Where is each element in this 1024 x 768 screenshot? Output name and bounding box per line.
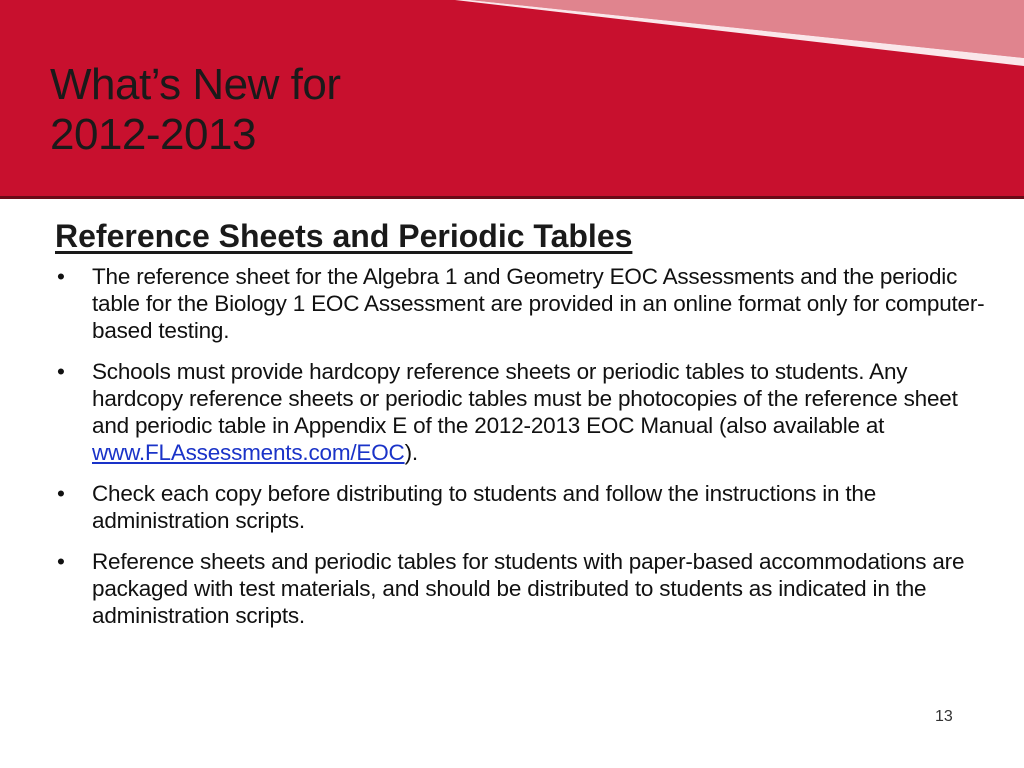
bullet-text: Reference sheets and periodic tables for students with paper-based accommodations are packaged with test materials, and should be distributed to students as indicated in the administration scripts.: [92, 549, 965, 628]
bullet-list: [55, 263, 995, 629]
slide-title-line-1: What’s New for: [50, 60, 341, 109]
bullet-icon: •: [57, 549, 65, 574]
slide-content: [55, 215, 995, 643]
bullet-item-2: [55, 358, 995, 466]
bullet-item-1: [55, 263, 995, 344]
fl-assessments-link[interactable]: www.FLAssessments.com/EOC: [92, 440, 405, 465]
bullet-item-4: [55, 548, 995, 629]
page-number: 13: [935, 708, 953, 725]
header-divider: [0, 196, 1024, 199]
bullet-text: Check each copy before distributing to students and follow the instructions in the administration scripts.: [92, 481, 877, 533]
bullet-icon: •: [57, 264, 65, 289]
bullet-text-tail: ).: [404, 440, 418, 465]
slide-title: [50, 60, 341, 160]
bullet-icon: •: [57, 481, 65, 506]
bullet-text: Schools must provide hardcopy reference sheets or periodic tables to students. Any hardcopy reference sheets or periodic tables must be photocopies of the reference sheet and periodic table in Appendix E of the 2012-2013 EOC Manual (also available at: [92, 359, 958, 438]
slide-title-line-2: 2012-2013: [50, 110, 256, 159]
section-heading: Reference Sheets and Periodic Tables: [55, 218, 633, 254]
bullet-item-3: [55, 480, 995, 534]
bullet-icon: •: [57, 359, 65, 384]
bullet-text: The reference sheet for the Algebra 1 and Geometry EOC Assessments and the periodic table for the Biology 1 EOC Assessment are provided in an online format only for computer-based testing.: [92, 264, 985, 343]
